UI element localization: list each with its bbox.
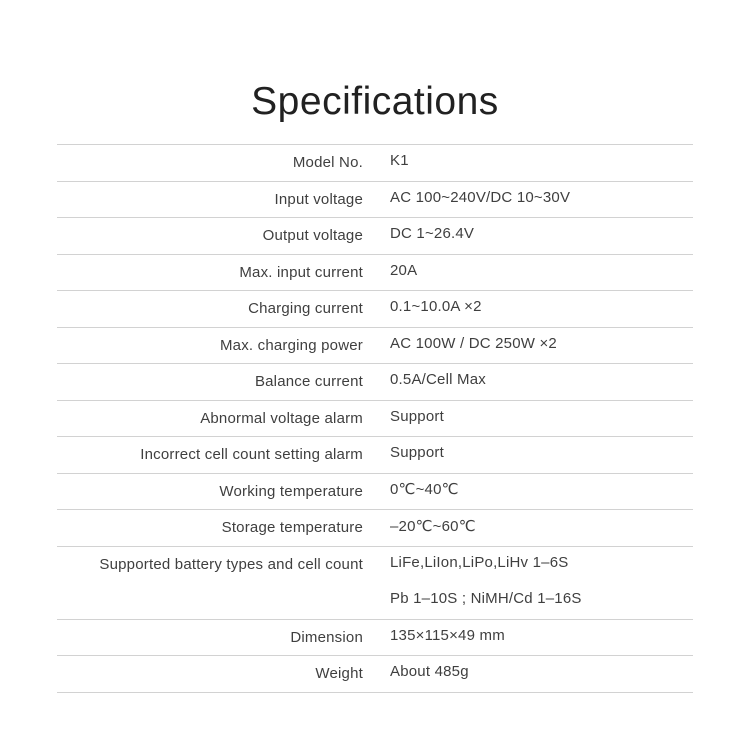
spec-value: –20℃~60℃ — [390, 517, 476, 535]
spec-label: Output voltage — [262, 227, 363, 245]
spec-value: Support — [390, 444, 444, 462]
spec-row-incorrect-cell-count-alarm — [57, 436, 693, 473]
spec-value-group — [363, 547, 693, 619]
spec-label: Supported battery types and cell count — [99, 556, 363, 574]
spec-row-dimension — [57, 619, 693, 656]
spec-label: Max. charging power — [219, 336, 363, 354]
spec-row-weight — [57, 655, 693, 692]
spec-label: Storage temperature — [221, 519, 363, 537]
spec-row-supported-battery-types — [57, 546, 693, 619]
spec-row-input-voltage — [57, 181, 693, 218]
spec-value: Support — [390, 407, 444, 425]
spec-row-output-voltage — [57, 217, 693, 254]
spec-value: 0.1~10.0A ×2 — [390, 298, 482, 316]
spec-row-max-input-current — [57, 254, 693, 291]
spec-label: Max. input current — [239, 263, 363, 281]
spec-row-model-no — [57, 144, 693, 181]
spec-table — [57, 144, 693, 693]
spec-label: Model No. — [292, 154, 363, 172]
spec-value: K1 — [390, 152, 409, 170]
spec-label: Dimension — [290, 628, 363, 646]
spec-value: 135×115×49 mm — [390, 626, 505, 644]
spec-value: About 485g — [390, 663, 469, 681]
spec-value: 0.5A/Cell Max — [390, 371, 486, 389]
spec-value-line-2: Pb 1–10S ; NiMH/Cd 1–16S — [390, 590, 582, 607]
spec-row-storage-temperature — [57, 509, 693, 546]
spec-label: Input voltage — [274, 190, 363, 208]
spec-label: Balance current — [254, 373, 363, 391]
page-title: Specifications — [251, 80, 499, 124]
spec-row-charging-current — [57, 290, 693, 327]
spec-value: DC 1~26.4V — [390, 225, 475, 243]
spec-row-working-temperature — [57, 473, 693, 510]
spec-label: Charging current — [248, 300, 363, 318]
spec-label: Weight — [315, 665, 363, 683]
spec-row-max-charging-power — [57, 327, 693, 364]
spec-value-line-1: LiFe,LiIon,LiPo,LiHv 1–6S — [390, 554, 569, 571]
spec-row-abnormal-voltage-alarm — [57, 400, 693, 437]
spec-label: Incorrect cell count setting alarm — [140, 446, 363, 464]
spec-label: Working temperature — [219, 482, 363, 500]
spec-value: 0℃~40℃ — [390, 481, 459, 499]
spec-row-balance-current — [57, 363, 693, 400]
spec-value: AC 100W / DC 250W ×2 — [390, 334, 557, 352]
spec-value: AC 100~240V/DC 10~30V — [390, 188, 571, 206]
spec-value: 20A — [390, 261, 418, 279]
spec-label: Abnormal voltage alarm — [200, 409, 363, 427]
